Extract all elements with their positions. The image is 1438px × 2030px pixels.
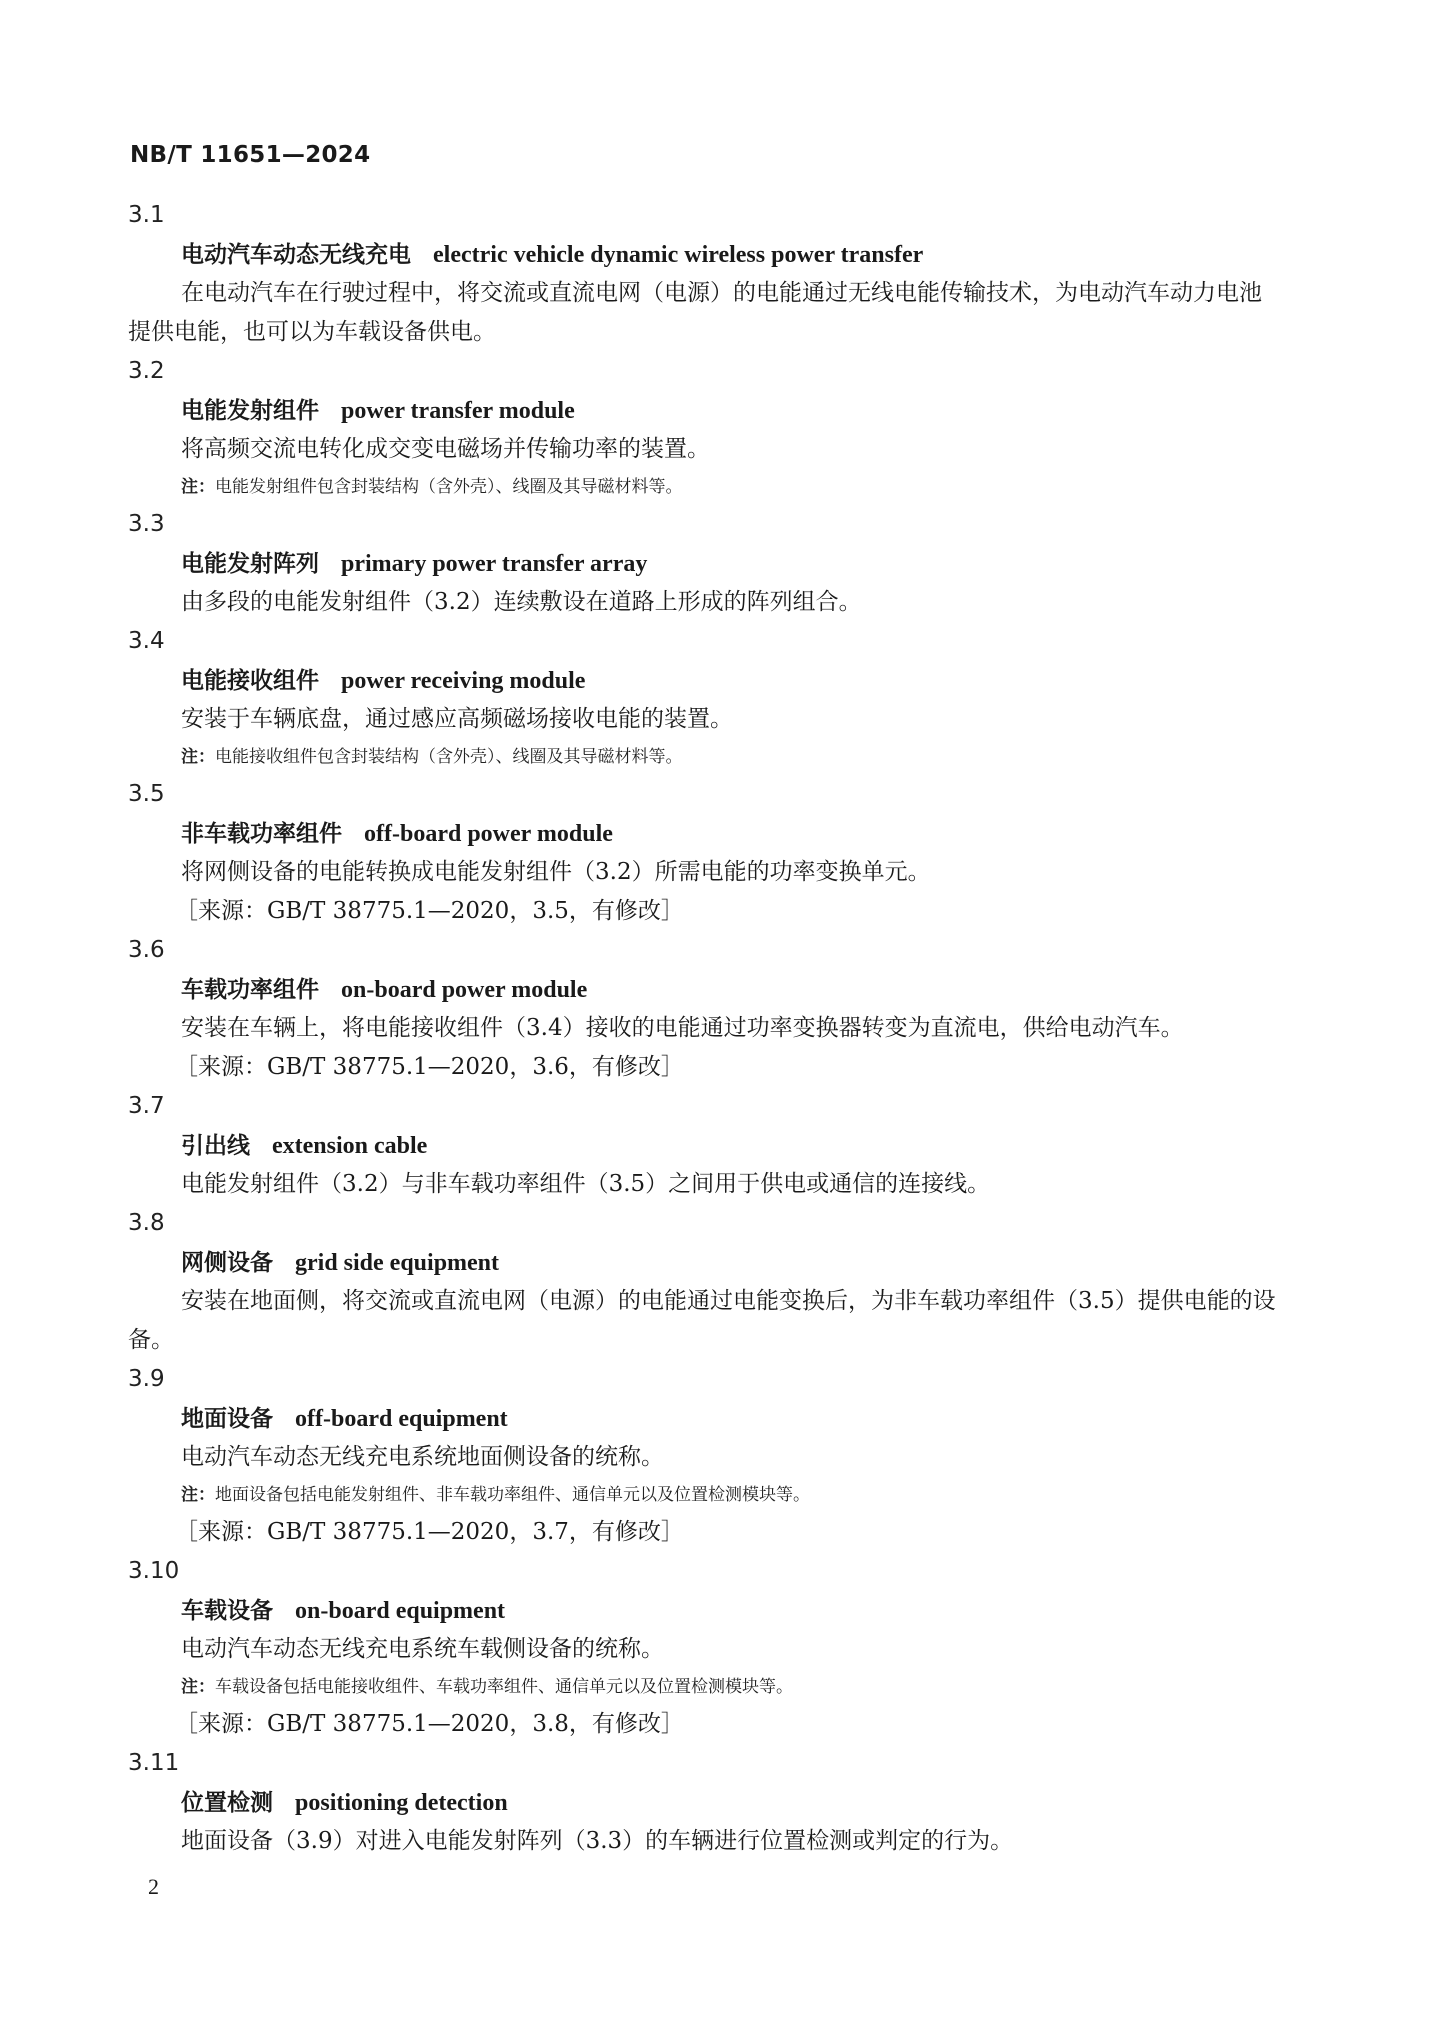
term-title-en: on-board equipment (295, 1598, 506, 1624)
term-title (181, 1783, 1278, 1822)
term-number: 3.7 (128, 1093, 165, 1119)
term-3-1 (128, 196, 1278, 352)
term-title (181, 1243, 1278, 1282)
note-text: 电能接收组件包含封装结构（含外壳）、线圈及其导磁材料等。 (215, 747, 683, 767)
term-3-11 (128, 1744, 1278, 1861)
term-3-8 (128, 1204, 1278, 1360)
term-3-3 (128, 505, 1278, 622)
term-definition: 安装在地面侧，将交流或直流电网（电源）的电能通过电能变换后，为非车载功率组件（3.5）提供电能的设备。 (128, 1288, 1276, 1353)
term-title (181, 391, 1278, 430)
term-3-4 (128, 622, 1278, 775)
term-3-2 (128, 352, 1278, 505)
note-label: 注： (181, 1677, 215, 1697)
term-definition: 安装在车辆上，将电能接收组件（3.4）接收的电能通过功率变换器转变为直流电，供给电动汽车。 (181, 1015, 1184, 1041)
standard-number: NB/T 11651—2024 (130, 142, 371, 168)
term-3-5 (128, 775, 1278, 931)
term-title (181, 1126, 1278, 1165)
term-number: 3.4 (128, 628, 165, 654)
term-title-en: off-board power module (364, 821, 613, 847)
term-title-en: extension cable (272, 1133, 428, 1159)
term-source: ［来源：GB/T 38775.1—2020，3.6，有修改］ (175, 1054, 684, 1080)
term-3-9 (128, 1360, 1278, 1552)
note-label: 注： (181, 477, 215, 497)
term-number: 3.1 (128, 202, 165, 228)
term-source: ［来源：GB/T 38775.1—2020，3.5，有修改］ (175, 898, 684, 924)
term-title (181, 814, 1278, 853)
term-title-zh: 电能接收组件 (181, 668, 319, 694)
note-text: 车载设备包括电能接收组件、车载功率组件、通信单元以及位置检测模块等。 (215, 1677, 793, 1697)
term-note (181, 1669, 1278, 1705)
note-label: 注： (181, 747, 215, 767)
term-number: 3.2 (128, 358, 165, 384)
term-number: 3.8 (128, 1210, 165, 1236)
term-title-zh: 引出线 (181, 1133, 250, 1159)
term-definition: 将网侧设备的电能转换成电能发射组件（3.2）所需电能的功率变换单元。 (181, 859, 931, 885)
term-title-en: positioning detection (295, 1790, 508, 1816)
term-number: 3.5 (128, 781, 165, 807)
term-title-zh: 车载设备 (181, 1598, 273, 1624)
term-title (181, 544, 1278, 583)
term-definition: 电能发射组件（3.2）与非车载功率组件（3.5）之间用于供电或通信的连接线。 (181, 1171, 991, 1197)
note-text: 地面设备包括电能发射组件、非车载功率组件、通信单元以及位置检测模块等。 (215, 1485, 810, 1505)
term-title-zh: 网侧设备 (181, 1250, 273, 1276)
term-number: 3.10 (128, 1558, 180, 1584)
term-title-en: power receiving module (341, 668, 586, 694)
term-source: ［来源：GB/T 38775.1—2020，3.8，有修改］ (175, 1711, 684, 1737)
term-title-en: electric vehicle dynamic wireless power transfer (433, 242, 924, 268)
term-definition: 地面设备（3.9）对进入电能发射阵列（3.3）的车辆进行位置检测或判定的行为。 (181, 1828, 1014, 1854)
note-label: 注： (181, 1485, 215, 1505)
term-title-zh: 电能发射阵列 (181, 551, 319, 577)
term-number: 3.11 (128, 1750, 180, 1776)
term-number: 3.9 (128, 1366, 165, 1392)
term-3-6 (128, 931, 1278, 1087)
term-title-en: primary power transfer array (341, 551, 648, 577)
term-3-10 (128, 1552, 1278, 1744)
terms-list (128, 196, 1278, 1861)
term-title (181, 235, 1278, 274)
term-title (181, 1591, 1278, 1630)
term-note (181, 469, 1278, 505)
term-definition: 在电动汽车在行驶过程中，将交流或直流电网（电源）的电能通过无线电能传输技术，为电动汽车动力电池提供电能，也可以为车载设备供电。 (128, 280, 1262, 345)
term-source: ［来源：GB/T 38775.1—2020，3.7，有修改］ (175, 1519, 684, 1545)
term-title (181, 1399, 1278, 1438)
term-title (181, 970, 1278, 1009)
term-title-zh: 电动汽车动态无线充电 (181, 242, 411, 268)
term-note (181, 1477, 1278, 1513)
term-3-7 (128, 1087, 1278, 1204)
page-number: 2 (148, 1874, 159, 1899)
term-title-zh: 车载功率组件 (181, 977, 319, 1003)
term-title-zh: 地面设备 (181, 1406, 273, 1432)
term-title-en: off-board equipment (295, 1406, 508, 1432)
term-definition: 电动汽车动态无线充电系统车载侧设备的统称。 (181, 1636, 664, 1662)
term-title (181, 661, 1278, 700)
note-text: 电能发射组件包含封装结构（含外壳）、线圈及其导磁材料等。 (215, 477, 683, 497)
term-title-en: power transfer module (341, 398, 575, 424)
term-definition: 电动汽车动态无线充电系统地面侧设备的统称。 (181, 1444, 664, 1470)
term-title-en: on-board power module (341, 977, 588, 1003)
term-title-zh: 非车载功率组件 (181, 821, 342, 847)
term-number: 3.6 (128, 937, 165, 963)
term-title-zh: 位置检测 (181, 1790, 273, 1816)
term-number: 3.3 (128, 511, 165, 537)
term-note (181, 739, 1278, 775)
term-definition: 安装于车辆底盘，通过感应高频磁场接收电能的装置。 (181, 706, 733, 732)
term-title-en: grid side equipment (295, 1250, 500, 1276)
term-definition: 将高频交流电转化成交变电磁场并传输功率的装置。 (181, 436, 710, 462)
term-definition: 由多段的电能发射组件（3.2）连续敷设在道路上形成的阵列组合。 (181, 589, 862, 615)
term-title-zh: 电能发射组件 (181, 398, 319, 424)
